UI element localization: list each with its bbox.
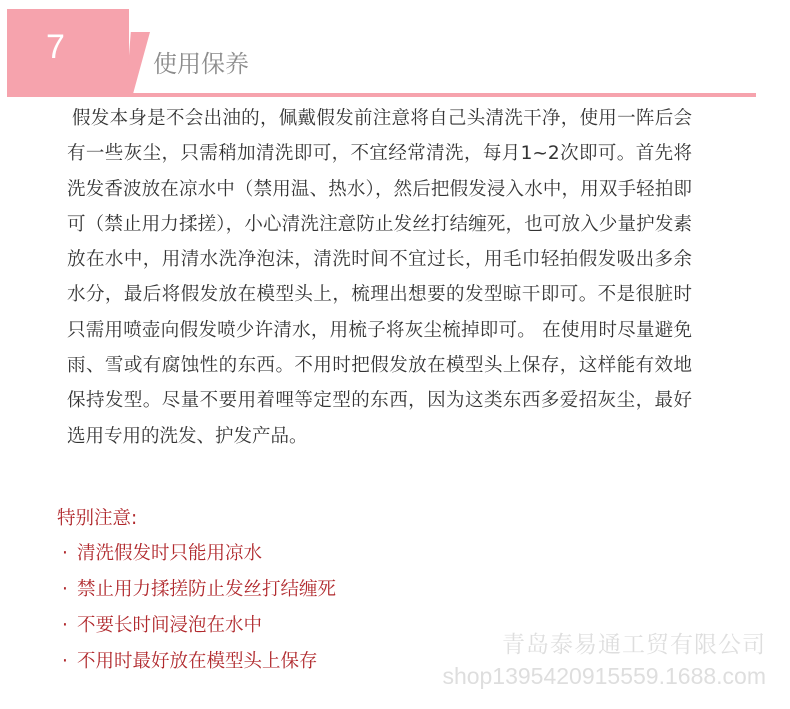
watermark-shop-url: shop1395420915559.1688.com xyxy=(442,663,766,689)
notice-item-text: 禁止用力揉搓防止发丝打结缠死 xyxy=(77,579,337,600)
section-number: 7 xyxy=(46,28,65,66)
list-item xyxy=(62,575,336,611)
notice-title: 特别注意: xyxy=(57,508,138,529)
bullet-mark: · xyxy=(62,579,68,600)
watermark-company-name: 青岛泰易通工贸有限公司 xyxy=(502,632,766,658)
section-title: 使用保养 xyxy=(153,50,249,78)
notice-item-text: 不要长时间浸泡在水中 xyxy=(77,615,263,636)
header-divider xyxy=(7,93,756,97)
list-item xyxy=(62,647,336,683)
section-header xyxy=(0,0,790,100)
notice-item-text: 清洗假发时只能用凉水 xyxy=(77,543,263,564)
notice-list xyxy=(62,539,336,683)
list-item xyxy=(62,611,336,647)
notice-item-text: 不用时最好放在模型头上保存 xyxy=(77,651,318,672)
bullet-mark: · xyxy=(62,651,68,672)
list-item xyxy=(62,539,336,575)
section-number-badge-slant xyxy=(126,32,150,95)
bullet-mark: · xyxy=(62,543,68,564)
section-number-badge xyxy=(7,9,129,95)
care-instructions-paragraph: 假发本身是不会出油的，佩戴假发前注意将自己头清洗干净，使用一阵后会有一些灰尘，只需稍加清洗即可，不宜经常清洗，每月1~2次即可。首先将洗发香波放在凉水中（禁用温、热水），然后把假发浸入水中，用双手轻拍即可（禁止用力揉搓），小心清洗注意防止发丝打结缠死，也可放入少量护发素放在水中，用清水洗净泡沫，清洗时间不宜过长，用毛巾轻拍假发吸出多余水分，最后将假发放在模型头上，梳理出想要的发型晾干即可。不是很脏时只需用喷壶向假发喷少许清水，用梳子将灰尘梳掉即可。 在使用时尽量避免雨、雪或有腐蚀性的东西。不用时把假发放在模型头上保存，这样能有效地保持发型。尽量不要用着哩等定型的东西，因为这类东西多爱招灰尘，最好选用专用的洗发、护发产品。 xyxy=(67,108,692,447)
bullet-mark: · xyxy=(62,615,68,636)
